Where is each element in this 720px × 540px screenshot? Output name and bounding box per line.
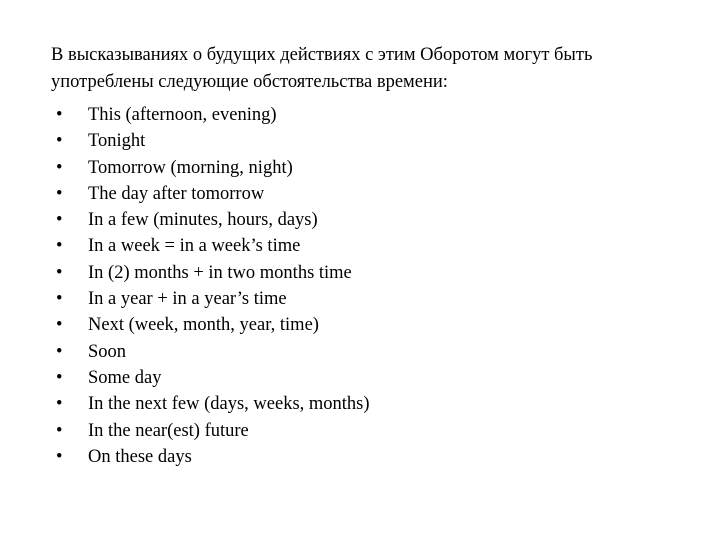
list-item-text: Next (week, month, year, time)	[88, 315, 319, 336]
list-item	[51, 444, 370, 470]
bullet-icon: •	[56, 341, 63, 362]
intro-line-1: В высказываниях о будущих действиях с этим Оборотом могут быть	[51, 45, 593, 65]
list-item	[51, 286, 370, 312]
list-item-text: In (2) months + in two months time	[88, 262, 352, 283]
bullet-icon: •	[56, 210, 63, 231]
list-item	[51, 339, 370, 365]
bullet-icon: •	[56, 262, 63, 283]
bullet-icon: •	[56, 105, 63, 125]
bullet-icon: •	[56, 367, 63, 388]
list-item-text: Tomorrow (morning, night)	[88, 157, 293, 178]
list-item-text: In a year + in a year’s time	[88, 289, 287, 310]
bullet-icon: •	[56, 394, 63, 415]
list-item-text: Soon	[88, 341, 127, 362]
bullet-icon: •	[56, 131, 63, 152]
list-item-text: Some day	[88, 367, 162, 388]
list-item-text: Tonight	[88, 131, 146, 152]
time-expressions-list	[51, 102, 370, 470]
list-item	[51, 155, 370, 181]
list-item	[51, 233, 370, 259]
list-item	[51, 418, 370, 444]
list-item-text: In a week = in a week’s time	[88, 236, 301, 257]
bullet-icon: •	[56, 315, 63, 336]
list-item	[51, 391, 370, 417]
bullet-icon: •	[56, 183, 63, 204]
list-item	[51, 128, 370, 154]
list-item	[51, 207, 370, 233]
list-item-text: The day after tomorrow	[88, 183, 265, 204]
list-item-text: In the near(est) future	[88, 420, 249, 441]
bullet-icon: •	[56, 289, 63, 310]
list-item	[51, 181, 370, 207]
list-item-text: In the next few (days, weeks, months)	[88, 394, 370, 415]
list-item	[51, 365, 370, 391]
list-item-text: This (afternoon, evening)	[88, 105, 277, 125]
bullet-icon: •	[56, 157, 63, 178]
intro-line-2: употреблены следующие обстоятельства времени:	[51, 72, 448, 92]
intro-paragraph	[51, 42, 691, 96]
list-item-text: On these days	[88, 446, 192, 467]
bullet-icon: •	[56, 236, 63, 257]
list-item-text: In a few (minutes, hours, days)	[88, 210, 318, 231]
list-item	[51, 260, 370, 286]
list-item	[51, 102, 370, 128]
bullet-icon: •	[56, 420, 63, 441]
bullet-icon: •	[56, 446, 63, 467]
list-item	[51, 312, 370, 338]
